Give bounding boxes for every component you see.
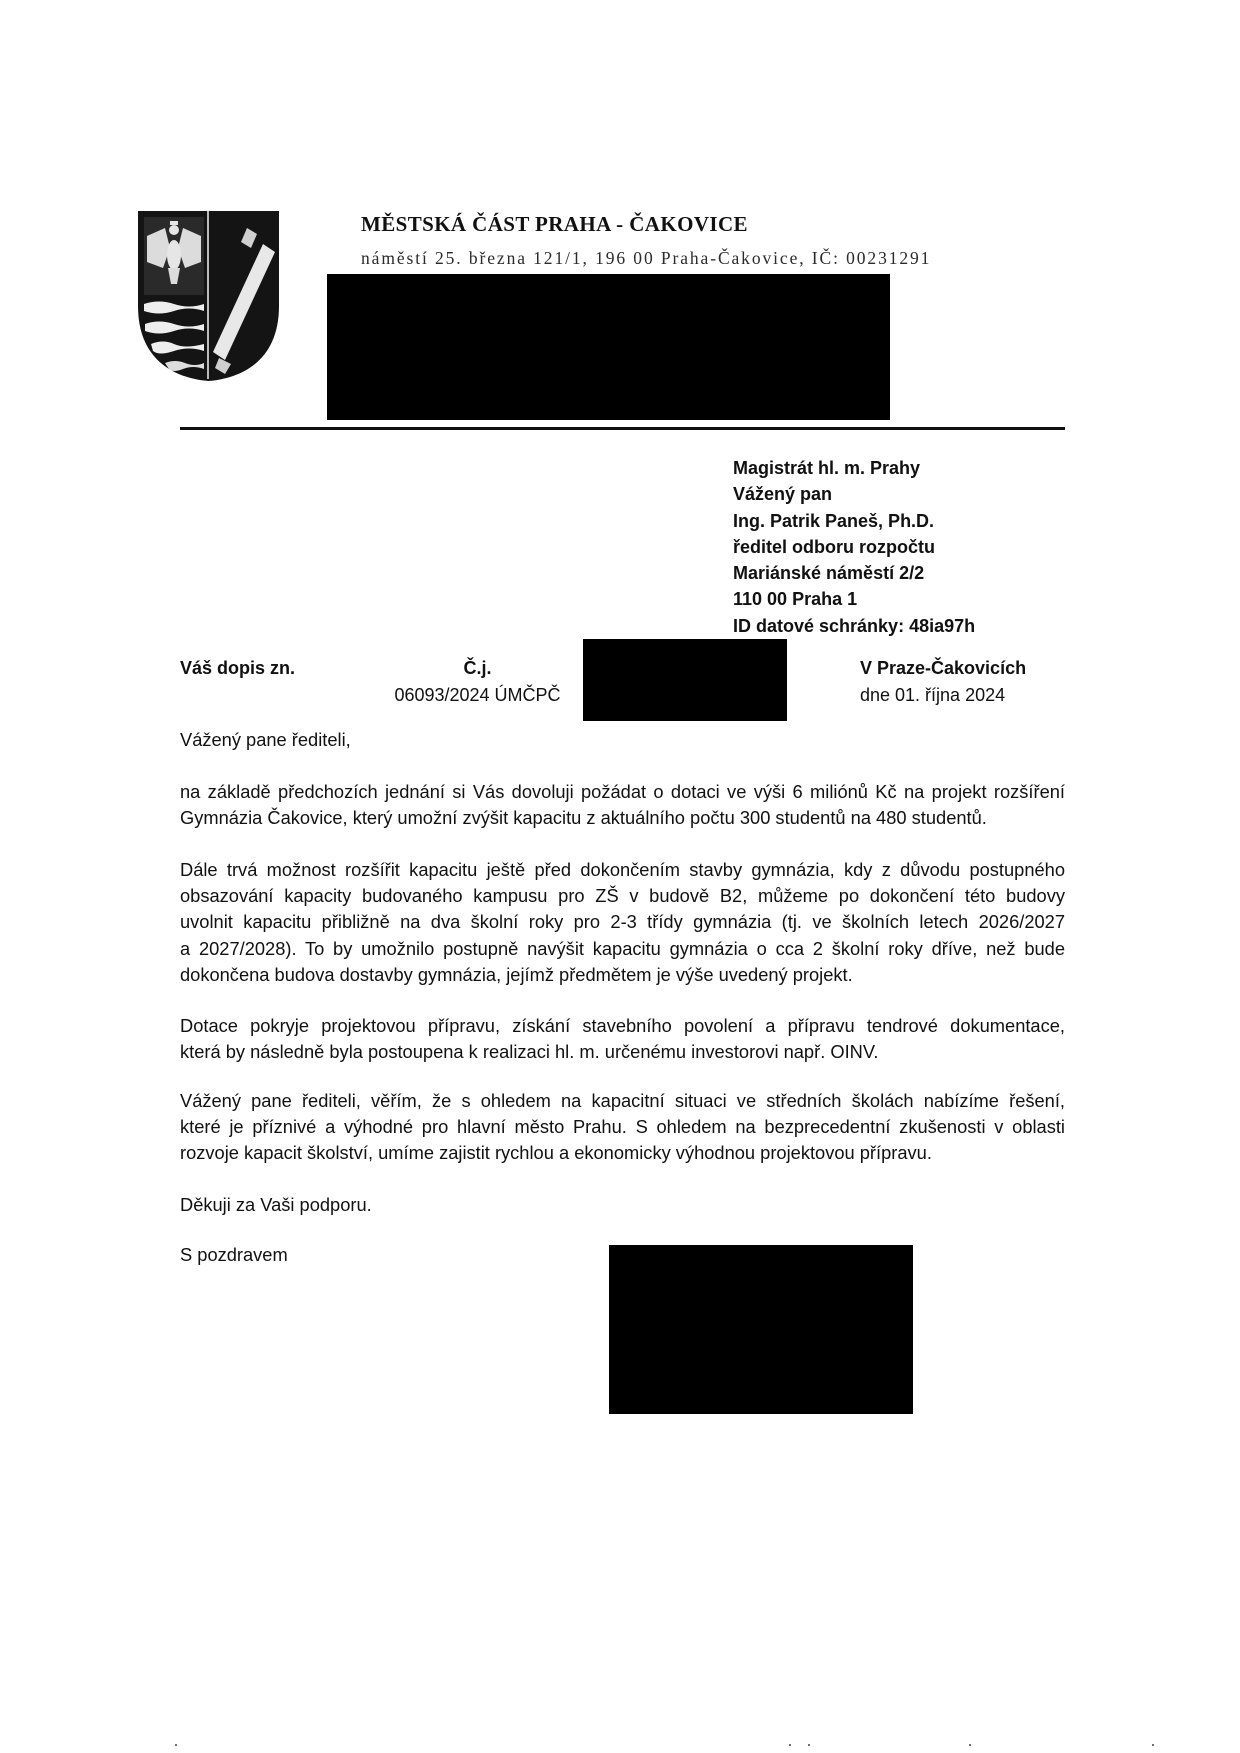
recipient-line: Mariánské náměstí 2/2 (733, 563, 925, 584)
recipient-line: Vážený pan (733, 484, 833, 505)
salutation: Vážený pane řediteli, (180, 729, 351, 750)
paragraph-line: která by následně byla postoupena k realizaci hl. m. určenému investorovi např. OINV. (180, 1041, 879, 1063)
recipient-line: 110 00 Praha 1 (733, 589, 858, 610)
paragraph-line: a 2027/2028). To by umožnilo postupně navýšit kapacitu gymnázia o cca 2 školní roky dříve, než bude (180, 937, 1065, 959)
paragraph-line: na základě předchozích jednání si Vás dovoluji požádat o dotaci ve výši 6 miliónů Kč na projekt rozšíření (180, 781, 1065, 802)
file-number: 06093/2024 ÚMČPČ (394, 685, 561, 705)
redaction-box (327, 274, 890, 420)
scan-speck (808, 1744, 810, 1746)
paragraph-line: obsazování kapacity budovaného kampusu pro ZŠ v budově B2, můžeme po dokončení této budovy (180, 885, 1065, 907)
letterhead-title: MĚSTSKÁ ČÁST PRAHA - ČAKOVICE (361, 212, 748, 236)
paragraph-line: Gymnázia Čakovice, který umožní zvýšit kapacitu z aktuálního počtu 300 studentů na 480 studentů. (180, 807, 987, 829)
thanks-line: Děkuji za Vaši podporu. (180, 1194, 372, 1215)
letterhead-address: náměstí 25. března 121/1, 196 00 Praha-Čakovice, IČ: 00231291 (361, 248, 932, 268)
paragraph (180, 1088, 1065, 1167)
paragraph-line: dokončena budova dostavby gymnázia, jejímž předmětem je výše uvedený projekt. (180, 963, 853, 985)
recipient-line: Magistrát hl. m. Prahy (733, 458, 921, 478)
header-divider (180, 427, 1065, 430)
paragraph-line: Dotace pokryje projektovou přípravu, získání stavebního povolení a přípravu tendrové dokumentace, (180, 1015, 1065, 1036)
redaction-box (609, 1245, 913, 1414)
paragraph-line: uvolnit kapacitu přibližně na dva školní roky pro 2-3 třídy gymnázia (tj. ve školních letech 2026/2027 (180, 911, 1065, 933)
paragraph-line: Vážený pane řediteli, věřím, že s ohledem na kapacitní situaci ve středních školách nabízíme řešení, (180, 1090, 1065, 1111)
closing-line: S pozdravem (180, 1244, 288, 1265)
scan-speck (175, 1744, 177, 1746)
recipient-address-block (733, 455, 975, 639)
file-number-label: Č.j. (463, 658, 492, 678)
paragraph-line: rozvoje kapacit školství, umíme zajistit rychlou a ekonomicky výhodnou projektovou přípravu. (180, 1142, 932, 1164)
recipient-line: ID datové schránky: 48ia97h (733, 615, 976, 636)
recipient-line: Ing. Patrik Paneš, Ph.D. (733, 510, 935, 531)
paragraph (180, 1013, 1065, 1065)
scan-speck (789, 1744, 791, 1746)
place-date-block (860, 655, 1026, 709)
paragraph (180, 779, 1065, 831)
paragraph-line: které je příznivé a výhodné pro hlavní město Prahu. S ohledem na bezprecedentní zkušenosti v oblasti (180, 1116, 1065, 1138)
coat-of-arms-icon (135, 208, 282, 383)
redaction-box (583, 639, 787, 721)
scan-speck (1152, 1744, 1154, 1746)
your-letter-ref-label: Váš dopis zn. (180, 658, 296, 678)
paragraph-line: Dále trvá možnost rozšířit kapacitu ještě před dokončením stavby gymnázia, kdy z důvodu postupného (180, 859, 1065, 880)
recipient-line: ředitel odboru rozpočtu (733, 536, 935, 557)
letter-date: dne 01. října 2024 (860, 685, 1006, 705)
file-number-block (385, 655, 570, 709)
paragraph (180, 857, 1065, 988)
scan-speck (969, 1744, 971, 1746)
letter-place: V Praze-Čakovicích (860, 658, 1027, 678)
